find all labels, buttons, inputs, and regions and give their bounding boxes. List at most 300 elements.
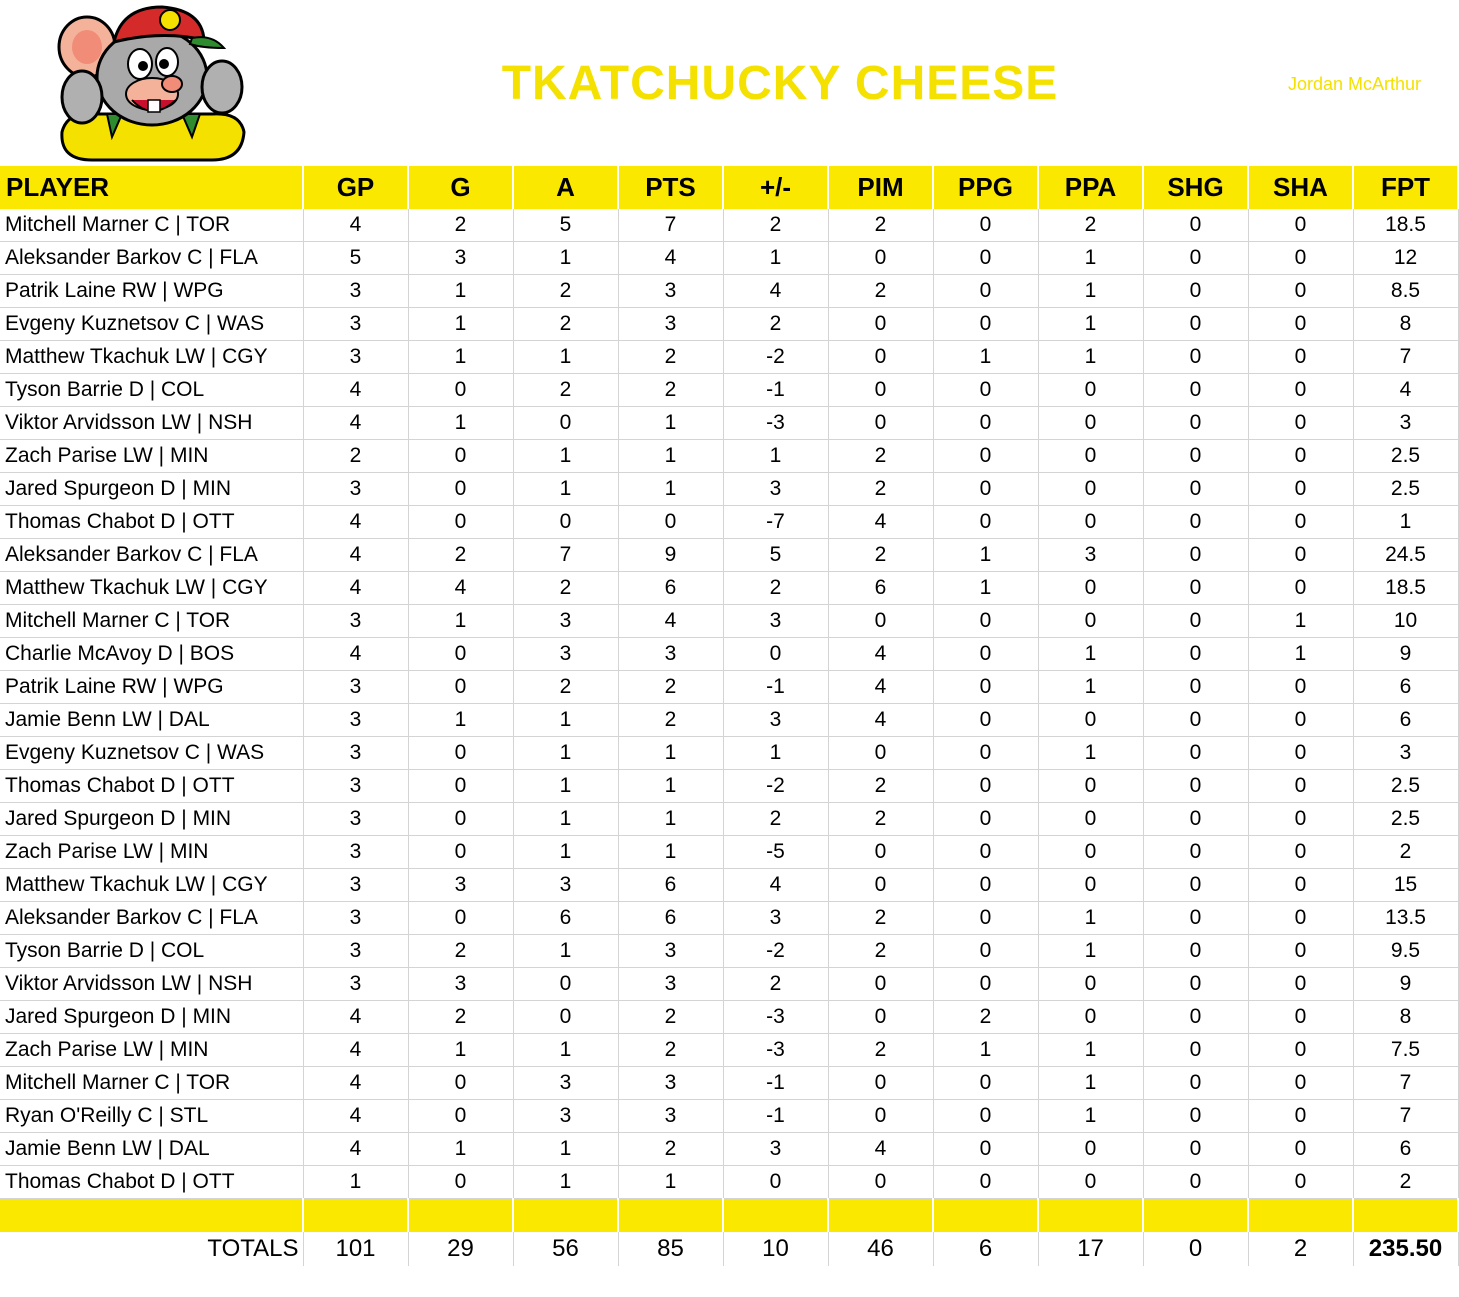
stat-cell: 0 (1248, 671, 1353, 704)
stat-cell: -1 (723, 1100, 828, 1133)
column-header-stat: G (408, 166, 513, 209)
stat-cell: 3 (1353, 737, 1458, 770)
column-header-stat: FPT (1353, 166, 1458, 209)
stat-cell: 3 (618, 275, 723, 308)
stat-cell: 0 (1038, 473, 1143, 506)
table-row (0, 935, 1458, 968)
stat-cell: 0 (828, 1001, 933, 1034)
stat-cell: 2 (828, 275, 933, 308)
stat-cell: 1 (513, 341, 618, 374)
table-row (0, 1100, 1458, 1133)
stat-cell: 3 (513, 1067, 618, 1100)
stat-cell: 5 (513, 209, 618, 242)
stat-cell: 4 (828, 1133, 933, 1166)
stat-cell: 4 (303, 638, 408, 671)
stat-cell: -1 (723, 374, 828, 407)
stat-cell: 1 (408, 308, 513, 341)
stat-cell: 1 (933, 539, 1038, 572)
stat-cell: -3 (723, 407, 828, 440)
stat-cell: 2 (618, 1133, 723, 1166)
player-name-cell: Patrik Laine RW | WPG (0, 275, 303, 308)
stat-cell: 0 (1143, 869, 1248, 902)
stat-cell: 0 (828, 407, 933, 440)
player-name-cell: Patrik Laine RW | WPG (0, 671, 303, 704)
stat-cell: 0 (408, 638, 513, 671)
player-name-cell: Zach Parise LW | MIN (0, 1034, 303, 1067)
stat-cell: 0 (828, 605, 933, 638)
stat-cell: 2 (408, 935, 513, 968)
stat-cell: 0 (933, 869, 1038, 902)
stat-cell: 2 (513, 671, 618, 704)
stat-cell: 1 (723, 737, 828, 770)
table-row (0, 836, 1458, 869)
column-header-player: PLAYER (0, 166, 303, 209)
table-row (0, 506, 1458, 539)
total-cell: 10 (723, 1232, 828, 1266)
stat-cell: 0 (1248, 308, 1353, 341)
stat-cell: 0 (1248, 1001, 1353, 1034)
stat-cell: 0 (408, 1166, 513, 1199)
stat-cell: 3 (618, 638, 723, 671)
total-cell: 235.50 (1353, 1232, 1458, 1266)
stat-cell: 1 (513, 935, 618, 968)
stat-cell: 0 (1248, 737, 1353, 770)
stat-cell: 0 (1248, 539, 1353, 572)
stat-cell: 3 (303, 770, 408, 803)
column-header-stat: SHG (1143, 166, 1248, 209)
total-cell: 6 (933, 1232, 1038, 1266)
stat-cell: 0 (408, 506, 513, 539)
stat-cell: 4 (828, 506, 933, 539)
stat-cell: 0 (828, 836, 933, 869)
stat-cell: 0 (1143, 1133, 1248, 1166)
stat-cell: 3 (1038, 539, 1143, 572)
total-cell: 46 (828, 1232, 933, 1266)
stat-cell: 0 (1143, 638, 1248, 671)
stat-cell: -5 (723, 836, 828, 869)
stat-cell: 0 (1248, 836, 1353, 869)
column-header-stat: PIM (828, 166, 933, 209)
stat-cell: 4 (618, 242, 723, 275)
stat-cell: 0 (1143, 374, 1248, 407)
stat-cell: 0 (1038, 440, 1143, 473)
stat-cell: 4 (828, 671, 933, 704)
stat-cell: 1 (408, 275, 513, 308)
stat-cell: 1 (1038, 902, 1143, 935)
stat-cell: 1 (933, 572, 1038, 605)
stat-cell: 6 (513, 902, 618, 935)
stat-cell: 9 (1353, 968, 1458, 1001)
stat-cell: 4 (303, 1100, 408, 1133)
stat-cell: 2 (723, 308, 828, 341)
stat-cell: 0 (1143, 440, 1248, 473)
stat-cell: 3 (618, 935, 723, 968)
column-header-stat: GP (303, 166, 408, 209)
header (0, 0, 1459, 165)
stat-cell: 1 (1038, 275, 1143, 308)
stat-cell: 0 (933, 407, 1038, 440)
stat-cell: 2 (723, 803, 828, 836)
stat-cell: 0 (513, 506, 618, 539)
stat-cell: 0 (1143, 836, 1248, 869)
stat-cell: 3 (1353, 407, 1458, 440)
stat-cell: 1 (408, 1034, 513, 1067)
stat-cell: 1 (723, 440, 828, 473)
stat-cell: 4 (828, 704, 933, 737)
stat-cell: 1 (513, 737, 618, 770)
stat-cell: 3 (513, 869, 618, 902)
stat-cell: 0 (933, 506, 1038, 539)
owner-name: Jordan McArthur (1287, 74, 1422, 94)
stat-cell: 0 (1248, 341, 1353, 374)
stat-cell: 1 (1038, 638, 1143, 671)
stat-cell: 0 (933, 605, 1038, 638)
stat-cell: 0 (1248, 209, 1353, 242)
player-name-cell: Thomas Chabot D | OTT (0, 1166, 303, 1199)
table-row (0, 341, 1458, 374)
stat-cell: 0 (1248, 407, 1353, 440)
stat-cell: 0 (1038, 968, 1143, 1001)
stat-cell: 2 (828, 935, 933, 968)
stat-cell: 0 (1038, 836, 1143, 869)
stat-cell: -1 (723, 671, 828, 704)
stat-cell: 1 (513, 440, 618, 473)
stat-cell: 0 (1143, 209, 1248, 242)
table-row (0, 704, 1458, 737)
stat-cell: 0 (1248, 704, 1353, 737)
player-name-cell: Mitchell Marner C | TOR (0, 1067, 303, 1100)
stat-cell: 0 (933, 209, 1038, 242)
stat-cell: 9 (618, 539, 723, 572)
total-cell: 29 (408, 1232, 513, 1266)
stat-cell: 0 (408, 902, 513, 935)
stat-cell: -3 (723, 1034, 828, 1067)
stat-cell: 0 (933, 935, 1038, 968)
stat-cell: 0 (933, 836, 1038, 869)
stat-cell: 0 (933, 770, 1038, 803)
stat-cell: 2 (723, 209, 828, 242)
table-row (0, 308, 1458, 341)
stat-cell: 1 (1038, 671, 1143, 704)
stat-cell: 0 (828, 308, 933, 341)
stat-cell: 3 (513, 605, 618, 638)
stat-cell: 0 (1143, 242, 1248, 275)
stat-cell: 0 (1248, 869, 1353, 902)
player-stats-table (0, 166, 1459, 1266)
stat-cell: 3 (723, 605, 828, 638)
stat-cell: 3 (303, 737, 408, 770)
stat-cell: 0 (1248, 1034, 1353, 1067)
stat-cell: 2 (828, 770, 933, 803)
stat-cell: 2 (828, 902, 933, 935)
player-name-cell: Zach Parise LW | MIN (0, 836, 303, 869)
stat-cell: 0 (1038, 572, 1143, 605)
spacer-cell (303, 1199, 408, 1233)
stat-cell: 0 (1143, 1166, 1248, 1199)
stat-cell: 4 (723, 275, 828, 308)
stat-cell: 5 (303, 242, 408, 275)
stat-cell: 3 (513, 1100, 618, 1133)
stat-cell: 4 (303, 1067, 408, 1100)
stat-cell: 0 (513, 407, 618, 440)
player-name-cell: Charlie McAvoy D | BOS (0, 638, 303, 671)
stat-cell: 0 (1248, 242, 1353, 275)
stat-cell: 0 (1248, 1100, 1353, 1133)
stat-cell: -2 (723, 341, 828, 374)
stat-cell: 0 (1248, 275, 1353, 308)
stat-cell: 0 (1038, 803, 1143, 836)
stat-cell: 0 (828, 1166, 933, 1199)
stat-cell: 3 (303, 836, 408, 869)
stat-cell: 0 (1038, 1001, 1143, 1034)
spacer-cell (1353, 1199, 1458, 1233)
table-row (0, 902, 1458, 935)
stat-cell: 3 (513, 638, 618, 671)
player-name-cell: Matthew Tkachuk LW | CGY (0, 869, 303, 902)
player-name-cell: Ryan O'Reilly C | STL (0, 1100, 303, 1133)
stat-cell: 3 (723, 704, 828, 737)
stat-cell: 2.5 (1353, 803, 1458, 836)
stat-cell: 6 (618, 572, 723, 605)
stat-cell: 7 (1353, 1100, 1458, 1133)
table-row (0, 638, 1458, 671)
stat-cell: 0 (1248, 1133, 1353, 1166)
stat-cell: 1 (1038, 341, 1143, 374)
stat-cell: 1 (933, 341, 1038, 374)
stat-cell: 2 (723, 968, 828, 1001)
stat-cell: 0 (828, 341, 933, 374)
stat-cell: 0 (408, 374, 513, 407)
stat-cell: 0 (933, 1166, 1038, 1199)
stat-cell: 1 (513, 1166, 618, 1199)
stat-cell: 0 (1143, 341, 1248, 374)
table-row (0, 209, 1458, 242)
table-row (0, 275, 1458, 308)
stat-cell: 0 (933, 473, 1038, 506)
spacer-cell (1143, 1199, 1248, 1233)
table-row (0, 605, 1458, 638)
stat-cell: 0 (1038, 1133, 1143, 1166)
stat-cell: 3 (303, 605, 408, 638)
stat-cell: 0 (1143, 1100, 1248, 1133)
stat-cell: 0 (1143, 968, 1248, 1001)
stat-cell: 2 (408, 1001, 513, 1034)
spacer-cell (408, 1199, 513, 1233)
stat-cell: 4 (303, 407, 408, 440)
stat-cell: 1 (618, 770, 723, 803)
player-name-cell: Jared Spurgeon D | MIN (0, 803, 303, 836)
stat-cell: 0 (408, 737, 513, 770)
stat-cell: 0 (828, 737, 933, 770)
stat-cell: 0 (1248, 935, 1353, 968)
stat-cell: 9 (1353, 638, 1458, 671)
totals-label: TOTALS (0, 1232, 303, 1266)
stat-cell: 2 (618, 1034, 723, 1067)
stat-cell: 0 (933, 374, 1038, 407)
stat-cell: 4 (303, 374, 408, 407)
spacer-cell (1248, 1199, 1353, 1233)
player-name-cell: Jared Spurgeon D | MIN (0, 473, 303, 506)
stat-cell: 2 (408, 209, 513, 242)
stat-cell: 0 (618, 506, 723, 539)
stat-cell: 0 (1143, 539, 1248, 572)
stat-cell: 0 (1143, 275, 1248, 308)
stat-cell: 0 (1143, 770, 1248, 803)
stat-cell: 6 (1353, 671, 1458, 704)
stat-cell: 0 (1038, 374, 1143, 407)
stat-cell: 3 (618, 968, 723, 1001)
player-name-cell: Zach Parise LW | MIN (0, 440, 303, 473)
stat-cell: 1 (1038, 242, 1143, 275)
stat-cell: 0 (933, 308, 1038, 341)
stat-cell: 0 (1248, 803, 1353, 836)
table-row (0, 737, 1458, 770)
stat-cell: 3 (723, 1133, 828, 1166)
spacer-cell (513, 1199, 618, 1233)
stat-cell: 1 (723, 242, 828, 275)
stat-cell: 0 (828, 1100, 933, 1133)
stat-cell: 0 (933, 1133, 1038, 1166)
stat-cell: 0 (933, 440, 1038, 473)
table-row (0, 770, 1458, 803)
stat-cell: 3 (303, 341, 408, 374)
column-header-stat: A (513, 166, 618, 209)
stat-cell: 1 (618, 803, 723, 836)
stat-cell: -2 (723, 935, 828, 968)
stat-cell: 0 (933, 737, 1038, 770)
stat-cell: 18.5 (1353, 209, 1458, 242)
stat-cell: 0 (933, 968, 1038, 1001)
stat-cell: 7 (1353, 1067, 1458, 1100)
stat-cell: 3 (303, 308, 408, 341)
stat-cell: 0 (1143, 473, 1248, 506)
stat-cell: 0 (1248, 902, 1353, 935)
stat-cell: 0 (723, 1166, 828, 1199)
stat-cell: 15 (1353, 869, 1458, 902)
stat-cell: 4 (723, 869, 828, 902)
stat-cell: 0 (408, 1067, 513, 1100)
table-row (0, 473, 1458, 506)
stat-cell: 0 (933, 1100, 1038, 1133)
stat-cell: -7 (723, 506, 828, 539)
stat-cell: 1 (408, 341, 513, 374)
stat-cell: 1 (513, 704, 618, 737)
player-name-cell: Jared Spurgeon D | MIN (0, 1001, 303, 1034)
stat-cell: 0 (1248, 506, 1353, 539)
stat-cell: 5 (723, 539, 828, 572)
column-header-stat: SHA (1248, 166, 1353, 209)
stat-cell: 0 (1038, 704, 1143, 737)
stat-cell: 4 (408, 572, 513, 605)
stat-cell: 3 (408, 968, 513, 1001)
stat-cell: 0 (408, 836, 513, 869)
stat-cell: 10 (1353, 605, 1458, 638)
stat-cell: 3 (303, 704, 408, 737)
stat-cell: 2 (828, 473, 933, 506)
stat-cell: 24.5 (1353, 539, 1458, 572)
stat-cell: 2 (513, 275, 618, 308)
stat-cell: 6 (618, 869, 723, 902)
stat-cell: -3 (723, 1001, 828, 1034)
player-name-cell: Aleksander Barkov C | FLA (0, 902, 303, 935)
stat-cell: 0 (1248, 1067, 1353, 1100)
stat-cell: 2 (513, 572, 618, 605)
stat-cell: 0 (1248, 770, 1353, 803)
stat-cell: 0 (1143, 1001, 1248, 1034)
player-name-cell: Thomas Chabot D | OTT (0, 770, 303, 803)
stat-cell: 3 (723, 902, 828, 935)
table-row (0, 572, 1458, 605)
player-name-cell: Tyson Barrie D | COL (0, 374, 303, 407)
stat-cell: 1 (513, 770, 618, 803)
table-row (0, 374, 1458, 407)
stat-cell: 0 (828, 1067, 933, 1100)
stat-cell: 7 (513, 539, 618, 572)
stat-cell: -1 (723, 1067, 828, 1100)
stat-cell: 2.5 (1353, 440, 1458, 473)
stat-cell: 0 (933, 275, 1038, 308)
stat-cell: 2 (933, 1001, 1038, 1034)
stat-cell: 1 (618, 836, 723, 869)
stat-cell: 0 (408, 473, 513, 506)
mouse-mascot-logo (52, 2, 252, 162)
stat-cell: 1 (513, 473, 618, 506)
total-cell: 0 (1143, 1232, 1248, 1266)
stat-cell: 4 (1353, 374, 1458, 407)
stat-cell: 2 (618, 1001, 723, 1034)
stat-cell: 0 (1143, 1034, 1248, 1067)
player-name-cell: Mitchell Marner C | TOR (0, 605, 303, 638)
table-row (0, 968, 1458, 1001)
stat-cell: 3 (618, 1100, 723, 1133)
stat-cell: 3 (303, 968, 408, 1001)
stat-cell: 1 (408, 407, 513, 440)
stat-cell: 4 (303, 209, 408, 242)
stat-cell: 4 (303, 572, 408, 605)
stat-cell: 1 (1353, 506, 1458, 539)
table-row (0, 539, 1458, 572)
stat-cell: 1 (513, 803, 618, 836)
stat-cell: 0 (933, 242, 1038, 275)
total-cell: 17 (1038, 1232, 1143, 1266)
stat-cell: 0 (1143, 671, 1248, 704)
stat-cell: 2 (618, 374, 723, 407)
player-name-cell: Evgeny Kuznetsov C | WAS (0, 737, 303, 770)
stat-cell: 0 (1248, 440, 1353, 473)
stat-cell: 8.5 (1353, 275, 1458, 308)
stat-cell: 1 (303, 1166, 408, 1199)
stat-cell: 2 (618, 704, 723, 737)
table-row (0, 671, 1458, 704)
table-spacer-row (0, 1199, 1458, 1233)
stat-cell: 3 (303, 935, 408, 968)
total-cell: 56 (513, 1232, 618, 1266)
stat-cell: 0 (408, 1100, 513, 1133)
stat-cell: 3 (303, 275, 408, 308)
stat-cell: 1 (1038, 1067, 1143, 1100)
stat-cell: 0 (1143, 308, 1248, 341)
stat-cell: 18.5 (1353, 572, 1458, 605)
stat-cell: 3 (303, 869, 408, 902)
stat-cell: 0 (513, 1001, 618, 1034)
spacer-cell (618, 1199, 723, 1233)
table-row (0, 1001, 1458, 1034)
stat-cell: 1 (408, 704, 513, 737)
total-cell: 101 (303, 1232, 408, 1266)
stat-cell: 1 (933, 1034, 1038, 1067)
spacer-cell (723, 1199, 828, 1233)
stat-cell: 0 (933, 902, 1038, 935)
